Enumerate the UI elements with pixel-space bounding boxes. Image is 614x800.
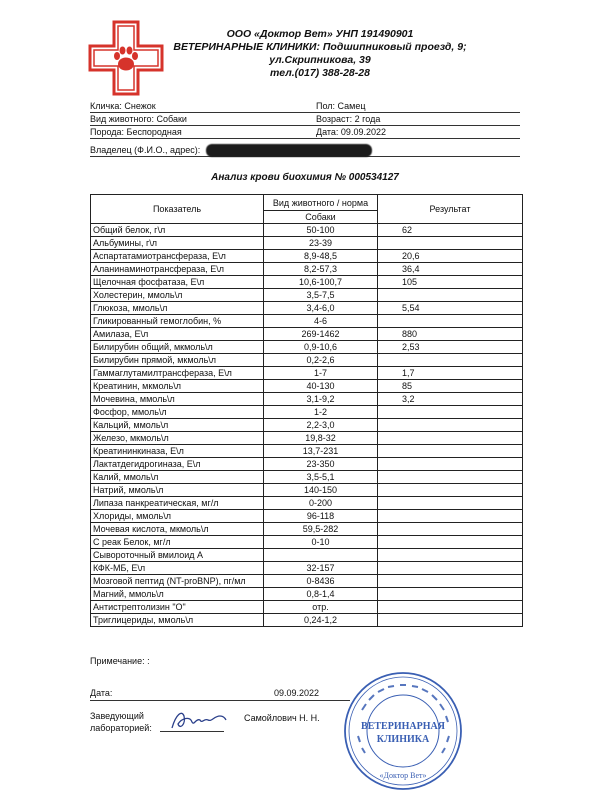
result-cell [378, 601, 523, 614]
table-row [91, 510, 523, 523]
table-row [91, 406, 523, 419]
norm-cell: 2,2-3,0 [264, 419, 378, 432]
pet-breed: Порода: Беспородная [90, 127, 182, 137]
norm-cell: 1-2 [264, 406, 378, 419]
owner-label: Владелец (Ф.И.О., адрес): [90, 145, 201, 155]
result-cell [378, 536, 523, 549]
table-row [91, 549, 523, 562]
col-result-header: Результат [378, 195, 523, 224]
result-cell [378, 549, 523, 562]
handwritten-signature [168, 704, 228, 734]
norm-cell: 0-8436 [264, 575, 378, 588]
header-line-1: ООО «Доктор Вет» УНП 191490901 [226, 28, 414, 40]
pet-sex: Пол: Самец [316, 101, 366, 111]
table-row [91, 367, 523, 380]
table-row [91, 393, 523, 406]
norm-cell: 140-150 [264, 484, 378, 497]
result-cell: 5,54 [378, 302, 523, 315]
result-cell [378, 484, 523, 497]
norm-cell: 10,6-100,7 [264, 276, 378, 289]
norm-cell: 96-118 [264, 510, 378, 523]
date-label: Дата: [90, 688, 113, 698]
result-cell [378, 419, 523, 432]
param-cell: Калий, ммоль\л [91, 471, 264, 484]
header-line-2: ВЕТЕРИНАРНЫЕ КЛИНИКИ: Подшипниковый проезд, 9; [173, 41, 467, 53]
clinic-header [170, 28, 470, 80]
table-row [91, 562, 523, 575]
result-cell: 85 [378, 380, 523, 393]
param-cell: Билирубин прямой, мкмоль\л [91, 354, 264, 367]
param-cell: Креатининкиназа, Е\л [91, 445, 264, 458]
head-of-lab-name: Самойлович Н. Н. [244, 713, 320, 723]
table-row [91, 588, 523, 601]
table-row [91, 224, 523, 237]
param-cell: Магний, ммоль\л [91, 588, 264, 601]
results-table [90, 194, 523, 627]
clinic-logo-icon [88, 20, 164, 96]
param-cell: Триглицериды, ммоль\л [91, 614, 264, 627]
norm-cell: 40-130 [264, 380, 378, 393]
param-cell: Липаза панкреатическая, мг/л [91, 497, 264, 510]
header-line-4: тел.(017) 388-28-28 [270, 67, 370, 79]
table-row [91, 536, 523, 549]
result-cell: 1,7 [378, 367, 523, 380]
header-line-3: ул.Скрипникова, 39 [269, 54, 371, 66]
stamp-text-2: КЛИНИКА [376, 734, 430, 745]
result-cell [378, 289, 523, 302]
table-row [91, 289, 523, 302]
table-row [91, 601, 523, 614]
result-cell [378, 510, 523, 523]
norm-cell: 0-200 [264, 497, 378, 510]
result-cell [378, 614, 523, 627]
table-row [91, 523, 523, 536]
table-row [91, 237, 523, 250]
result-cell [378, 523, 523, 536]
norm-cell: отр. [264, 601, 378, 614]
param-cell: Гликированный гемоглобин, % [91, 315, 264, 328]
result-cell [378, 315, 523, 328]
result-cell: 880 [378, 328, 523, 341]
norm-cell: 23-350 [264, 458, 378, 471]
norm-cell: 3,1-9,2 [264, 393, 378, 406]
norm-cell: 3,5-5,1 [264, 471, 378, 484]
signature-line [160, 731, 224, 732]
report-title: Анализ крови биохимия № 000534127 [211, 172, 399, 183]
norm-cell: 8,2-57,3 [264, 263, 378, 276]
param-cell: Железо, мкмоль\л [91, 432, 264, 445]
param-cell: Лактатдегидрогиназа, Е\л [91, 458, 264, 471]
result-cell [378, 497, 523, 510]
table-header-row [91, 195, 523, 211]
table-row [91, 341, 523, 354]
table-row [91, 497, 523, 510]
result-cell: 2,53 [378, 341, 523, 354]
table-row [91, 315, 523, 328]
param-cell: КФК-МБ, Е\л [91, 562, 264, 575]
owner-row [90, 144, 520, 157]
table-row [91, 471, 523, 484]
norm-cell: 0,9-10,6 [264, 341, 378, 354]
pet-nickname: Кличка: Снежок [90, 101, 156, 111]
info-row [90, 113, 520, 126]
table-row [91, 380, 523, 393]
patient-info [90, 100, 520, 139]
col-param-header: Показатель [91, 195, 264, 224]
param-cell: Антистрептолизин "О" [91, 601, 264, 614]
param-cell: Глюкоза, ммоль\л [91, 302, 264, 315]
table-row [91, 614, 523, 627]
pet-age: Возраст: 2 года [316, 114, 381, 124]
result-cell: 3,2 [378, 393, 523, 406]
head-label-line-2: лабораторией: [90, 723, 152, 733]
norm-cell: 0-10 [264, 536, 378, 549]
norm-cell: 0,24-1,2 [264, 614, 378, 627]
norm-cell: 13,7-231 [264, 445, 378, 458]
table-row [91, 328, 523, 341]
norm-cell: 59,5-282 [264, 523, 378, 536]
table-row [91, 276, 523, 289]
table-row [91, 432, 523, 445]
table-row [91, 250, 523, 263]
result-cell: 105 [378, 276, 523, 289]
param-cell: С реак Белок, мг/л [91, 536, 264, 549]
head-label-line-1: Заведующий [90, 711, 144, 721]
clinic-stamp [342, 670, 464, 792]
signature-date-row [90, 688, 350, 701]
param-cell: Общий белок, г\л [91, 224, 264, 237]
norm-cell: 19,8-32 [264, 432, 378, 445]
result-cell [378, 354, 523, 367]
result-cell [378, 588, 523, 601]
table-row [91, 484, 523, 497]
date-value: 09.09.2022 [274, 688, 320, 698]
param-cell: Кальций, ммоль\л [91, 419, 264, 432]
redacted-owner [206, 144, 372, 157]
col-norm-header: Вид животного / норма [264, 195, 378, 211]
table-row [91, 445, 523, 458]
result-cell [378, 445, 523, 458]
table-row [91, 354, 523, 367]
param-cell: Холестерин, ммоль\л [91, 289, 264, 302]
result-cell [378, 432, 523, 445]
result-cell [378, 471, 523, 484]
info-row [90, 100, 520, 113]
param-cell: Мочевая кислота, мкмоль\л [91, 523, 264, 536]
norm-cell: 0,2-2,6 [264, 354, 378, 367]
param-cell: Амилаза, Е\л [91, 328, 264, 341]
result-cell: 20,6 [378, 250, 523, 263]
norm-cell: 3,5-7,5 [264, 289, 378, 302]
norm-cell: 4-6 [264, 315, 378, 328]
param-cell: Фосфор, ммоль\л [91, 406, 264, 419]
note: Примечание: : [90, 656, 150, 666]
result-cell [378, 575, 523, 588]
norm-cell: 3,4-6,0 [264, 302, 378, 315]
stamp-text-3: «Доктор Вет» [379, 771, 427, 780]
table-row [91, 575, 523, 588]
result-cell: 62 [378, 224, 523, 237]
report-date: Дата: 09.09.2022 [316, 127, 386, 137]
result-cell [378, 562, 523, 575]
param-cell: Аланинаминотрансфераза, Е\л [91, 263, 264, 276]
param-cell: Аспартатамиотрансфераза, Е\л [91, 250, 264, 263]
info-row [90, 126, 520, 139]
param-cell: Сывороточный вмилоид А [91, 549, 264, 562]
param-cell: Хлориды, ммоль\л [91, 510, 264, 523]
norm-cell: 32-157 [264, 562, 378, 575]
result-cell: 36,4 [378, 263, 523, 276]
table-row [91, 263, 523, 276]
norm-cell: 8,9-48,5 [264, 250, 378, 263]
param-cell: Креатинин, мкмоль\л [91, 380, 264, 393]
table-row [91, 419, 523, 432]
table-row [91, 302, 523, 315]
result-cell [378, 406, 523, 419]
species-subheader: Собаки [264, 211, 378, 224]
head-of-lab-label [90, 710, 152, 734]
result-cell [378, 458, 523, 471]
norm-cell [264, 549, 378, 562]
norm-cell: 0,8-1,4 [264, 588, 378, 601]
stamp-text-1: ВЕТЕРИНАРНАЯ [361, 721, 445, 732]
table-row [91, 458, 523, 471]
param-cell: Билирубин общий, мкмоль\л [91, 341, 264, 354]
norm-cell: 50-100 [264, 224, 378, 237]
param-cell: Натрий, ммоль\л [91, 484, 264, 497]
pet-species: Вид животного: Собаки [90, 114, 187, 124]
param-cell: Щелочная фосфатаза, Е\л [91, 276, 264, 289]
param-cell: Мозговой пептид (NT-proBNP), пг/мл [91, 575, 264, 588]
norm-cell: 23-39 [264, 237, 378, 250]
result-cell [378, 237, 523, 250]
norm-cell: 1-7 [264, 367, 378, 380]
param-cell: Гаммаглутамилтрансфераза, Е\л [91, 367, 264, 380]
param-cell: Мочевина, ммоль\л [91, 393, 264, 406]
param-cell: Альбумины, г\л [91, 237, 264, 250]
norm-cell: 269-1462 [264, 328, 378, 341]
